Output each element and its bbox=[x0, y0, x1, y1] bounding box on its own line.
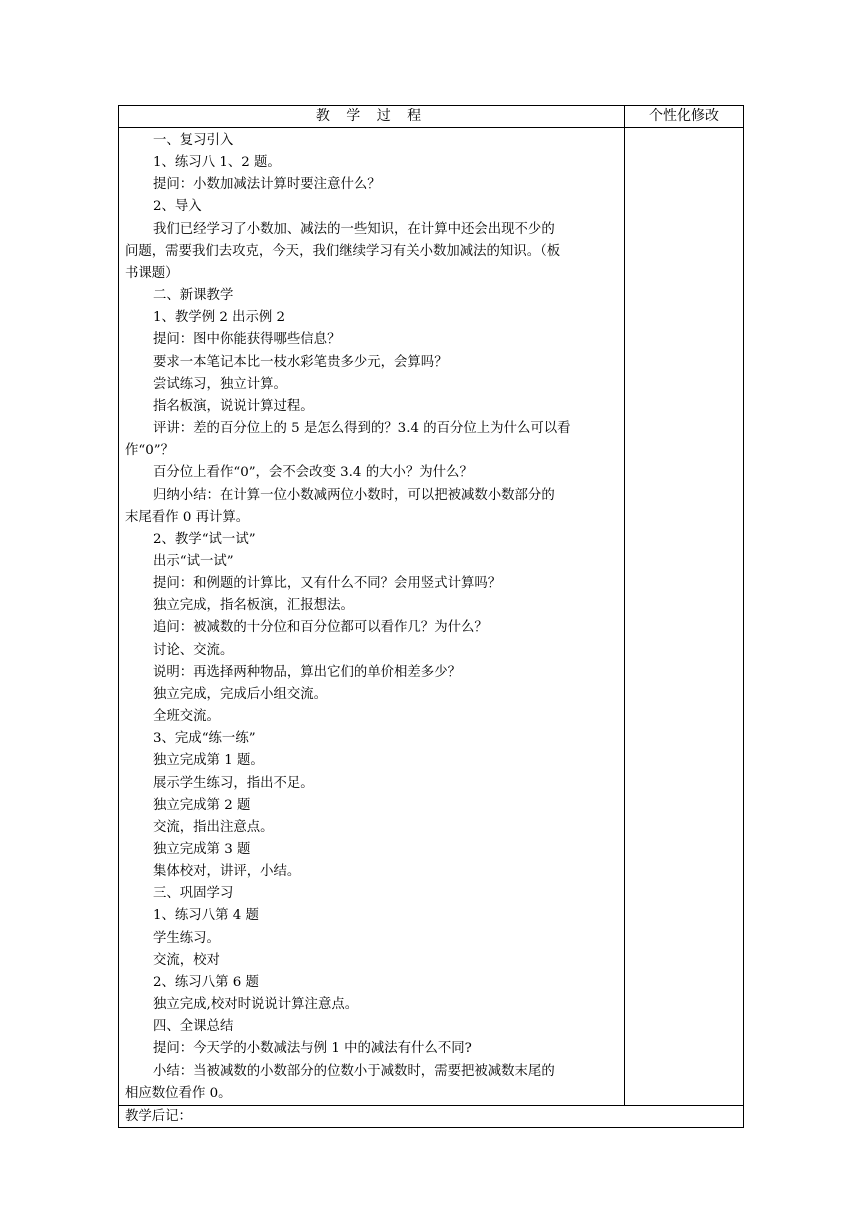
text-line: 独立完成，指名板演，汇报想法。 bbox=[153, 598, 354, 614]
text-line: 全班交流。 bbox=[153, 709, 220, 725]
text-line: 独立完成,校对时说说计算注意点。 bbox=[153, 997, 359, 1013]
text-line: 1、教学例 2 出示例 2 bbox=[153, 310, 286, 326]
text-line: 独立完成第 1 题。 bbox=[153, 753, 264, 769]
text-line: 相应数位看作 0。 bbox=[125, 1085, 232, 1101]
text-line: 讨论、交流。 bbox=[153, 642, 234, 658]
text-line: 2、练习八第 6 题 bbox=[153, 974, 259, 990]
text-line: 书课题） bbox=[125, 265, 179, 281]
text-line: 集体校对，讲评，小结。 bbox=[153, 864, 301, 880]
text-line: 提问：和例题的计算比，又有什么不同？会用竖式计算吗？ bbox=[153, 576, 502, 592]
text-line: 2、导入 bbox=[153, 199, 202, 215]
text-line: 1、练习八 1、2 题。 bbox=[153, 155, 281, 171]
text-line: 交流，指出注意点。 bbox=[153, 819, 274, 835]
section-heading: 二、新课教学 bbox=[153, 288, 234, 304]
text-line: 提问：今天学的小数减法与例 1 中的减法有什么不同? bbox=[153, 1041, 472, 1057]
teaching-process-content bbox=[119, 128, 625, 1106]
text-line: 出示“试一试” bbox=[153, 553, 234, 569]
text-line: 要求一本笔记本比一枝水彩笔贵多少元，会算吗？ bbox=[153, 354, 448, 370]
text-line: 学生练习。 bbox=[153, 930, 220, 946]
text-line: 3、完成“练一练” bbox=[153, 731, 256, 747]
section-heading: 三、巩固学习 bbox=[153, 886, 234, 902]
text-line: 说明：再选择两种物品，算出它们的单价相差多少？ bbox=[153, 664, 461, 680]
text-line: 2、教学“试一试” bbox=[153, 531, 256, 547]
section-heading: 四、全课总结 bbox=[153, 1019, 234, 1035]
text-line: 作“0”？ bbox=[125, 443, 174, 459]
section-heading: 一、复习引入 bbox=[153, 133, 234, 148]
text-line: 评讲：差的百分位上的 5 是怎么得到的？3.4 的百分位上为什么可以看 bbox=[153, 421, 571, 437]
teaching-process-header: 教 学 过 程 bbox=[119, 106, 625, 128]
text-line: 追问：被减数的十分位和百分位都可以看作几？为什么？ bbox=[153, 620, 488, 636]
text-line: 小结：当被减数的小数部分的位数小于减数时，需要把被减数末尾的 bbox=[153, 1063, 555, 1079]
text-line: 百分位上看作“0”，会不会改变 3.4 的大小？为什么？ bbox=[153, 465, 473, 481]
lesson-plan-table bbox=[118, 105, 744, 1128]
text-line: 指名板演，说说计算过程。 bbox=[153, 398, 314, 414]
personal-revision-header: 个性化修改 bbox=[625, 106, 744, 128]
text-line: 提问：小数加减法计算时要注意什么？ bbox=[153, 177, 381, 193]
text-line: 尝试练习，独立计算。 bbox=[153, 376, 287, 392]
text-line: 独立完成第 2 题 bbox=[153, 797, 251, 813]
text-line: 1、练习八第 4 题 bbox=[153, 908, 259, 924]
text-line: 交流，校对 bbox=[153, 952, 220, 968]
text-line: 问题，需要我们去攻克，今天，我们继续学习有关小数加减法的知识。（板 bbox=[125, 243, 561, 259]
teaching-notes-row: 教学后记： bbox=[119, 1105, 744, 1127]
text-line: 独立完成第 3 题 bbox=[153, 842, 251, 857]
text-line: 独立完成，完成后小组交流。 bbox=[153, 686, 328, 702]
text-line: 归纳小结：在计算一位小数减两位小数时，可以把被减数小数部分的 bbox=[153, 487, 555, 503]
text-line: 展示学生练习，指出不足。 bbox=[153, 775, 314, 791]
text-line: 我们已经学习了小数加、减法的一些知识，在计算中还会出现不少的 bbox=[153, 221, 555, 237]
text-line: 提问：图中你能获得哪些信息？ bbox=[153, 332, 341, 348]
text-line: 末尾看作 0 再计算。 bbox=[125, 509, 250, 525]
personal-revision-cell bbox=[625, 128, 744, 1106]
